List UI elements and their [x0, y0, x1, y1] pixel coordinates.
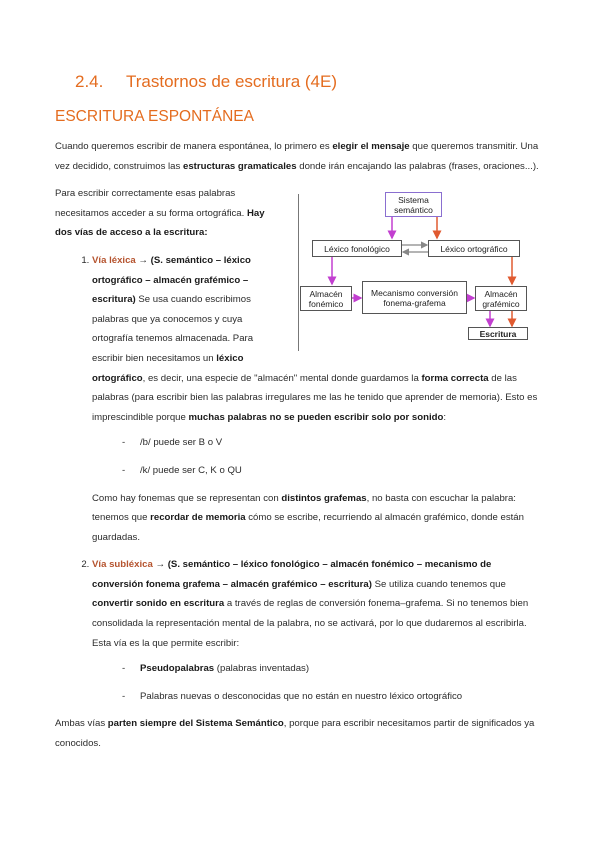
text-run: Como hay fonemas que se representan con: [92, 492, 282, 504]
bold-text: Pseudopalabras: [140, 663, 215, 675]
bold-text: parten siempre del Sistema Semántico: [107, 718, 284, 730]
section-heading: [75, 72, 337, 92]
text-run: a través de reglas de conversión fonema–grafema. Si no tenemos bien consolidada la representación mental de la palabra, no se activará, por lo que dudaremos al escribirla. Esta vía es la que permite escribir:: [92, 598, 529, 649]
text-run: , porque para escribir necesitamos partir de significados ya conocidos.: [55, 718, 535, 750]
bold-text: forma correcta: [421, 372, 489, 384]
sublexical-examples: [92, 659, 545, 706]
intro-paragraph: [55, 137, 545, 176]
section-number: 2.4.: [75, 72, 104, 91]
route-label: Vía léxica: [92, 254, 136, 266]
subsection-heading: ESCRITURA ESPONTÁNEA: [55, 108, 254, 125]
text-run: :: [443, 411, 447, 423]
route-sublexical-text: [92, 559, 528, 648]
bold-text: estructuras gramaticales: [182, 160, 297, 172]
route-label: Vía subléxica: [92, 559, 153, 571]
text-run: Ambas vías: [55, 718, 108, 730]
text-run: de las palabras (para escribir bien las palabras irregulares me las he tenido que aprender de memoria). Esto es imprescindible porque: [92, 372, 538, 423]
document-body: [55, 137, 545, 762]
list-item: [140, 687, 545, 707]
bold-text: elegir el mensaje: [332, 141, 410, 152]
text-run: Se usa cuando escribimos palabras que ya conocemos y cuya ortografía tenemos almacenada. Para escribir bien necesitamos un: [92, 294, 254, 364]
lexical-note: [92, 489, 545, 548]
text-run: Cuando queremos escribir de manera espontánea, lo primero es: [55, 141, 333, 152]
bold-text: léxico ortográfico: [92, 352, 244, 384]
box-almacen-fonemico: Almacén fonémico: [300, 286, 352, 311]
bold-text: → (S. semántico – léxico ortográfico – almacén grafémico – escritura): [92, 254, 251, 306]
text-run: , es decir, una especie de "almacén" mental donde guardamos la: [142, 372, 422, 384]
text-run: Se utiliza cuando tenemos que: [371, 578, 506, 590]
writing-model-diagram: [290, 184, 545, 352]
lexical-examples: [92, 433, 545, 480]
box-almacen-grafemico: Almacén grafémico: [475, 286, 527, 311]
text-run: que queremos transmitir. Una vez decidido, construimos las: [55, 141, 539, 172]
box-mecanismo-conversion: Mecanismo conversión fonema-grafema: [362, 281, 467, 314]
bold-text: convertir sonido en escritura: [92, 598, 225, 610]
list-item: [140, 659, 545, 679]
list-item: - /k/ puede ser C, K o QU: [140, 461, 545, 481]
text-run: donde irán encajando las palabras (frases, oraciones...).: [296, 160, 539, 172]
box-lexico-ortografico: Léxico ortográfico: [428, 240, 520, 257]
section-title: Trastornos de escritura (4E): [126, 72, 337, 91]
access-text: [55, 188, 265, 238]
route-sublexical: [92, 555, 545, 706]
box-lexico-fonologico: Léxico fonológico: [312, 240, 402, 257]
text-run: Para escribir correctamente esas palabras necesitamos acceder a su forma ortográfica.: [55, 188, 247, 219]
text-run: , no basta con escuchar la palabra: tenemos que: [92, 492, 516, 524]
text-run: (palabras inventadas): [214, 663, 310, 675]
box-escritura: Escritura: [468, 327, 528, 340]
box-sistema-semantico: Sistema semántico: [385, 192, 442, 217]
conclusion-paragraph: [55, 714, 545, 753]
text-run: cómo se escribe, recurriendo al almacén grafémico, donde están guardadas.: [92, 512, 524, 543]
list-item: - /b/ puede ser B o V: [140, 433, 545, 453]
bold-text: Hay dos vías de acceso a la escritura:: [55, 207, 265, 239]
bold-text: muchas palabras no se pueden escribir solo por sonido: [188, 411, 444, 423]
text-run: Palabras nuevas o desconocidas que no están en nuestro léxico ortográfico: [140, 690, 463, 702]
bold-text: distintos grafemas: [281, 492, 367, 504]
bold-text: recordar de memoria: [150, 512, 246, 524]
bold-text: → (S. semántico – léxico fonológico – almacén fonémico – mecanismo de conversión fonema grafema – almacén grafémico – escritura): [92, 559, 492, 590]
